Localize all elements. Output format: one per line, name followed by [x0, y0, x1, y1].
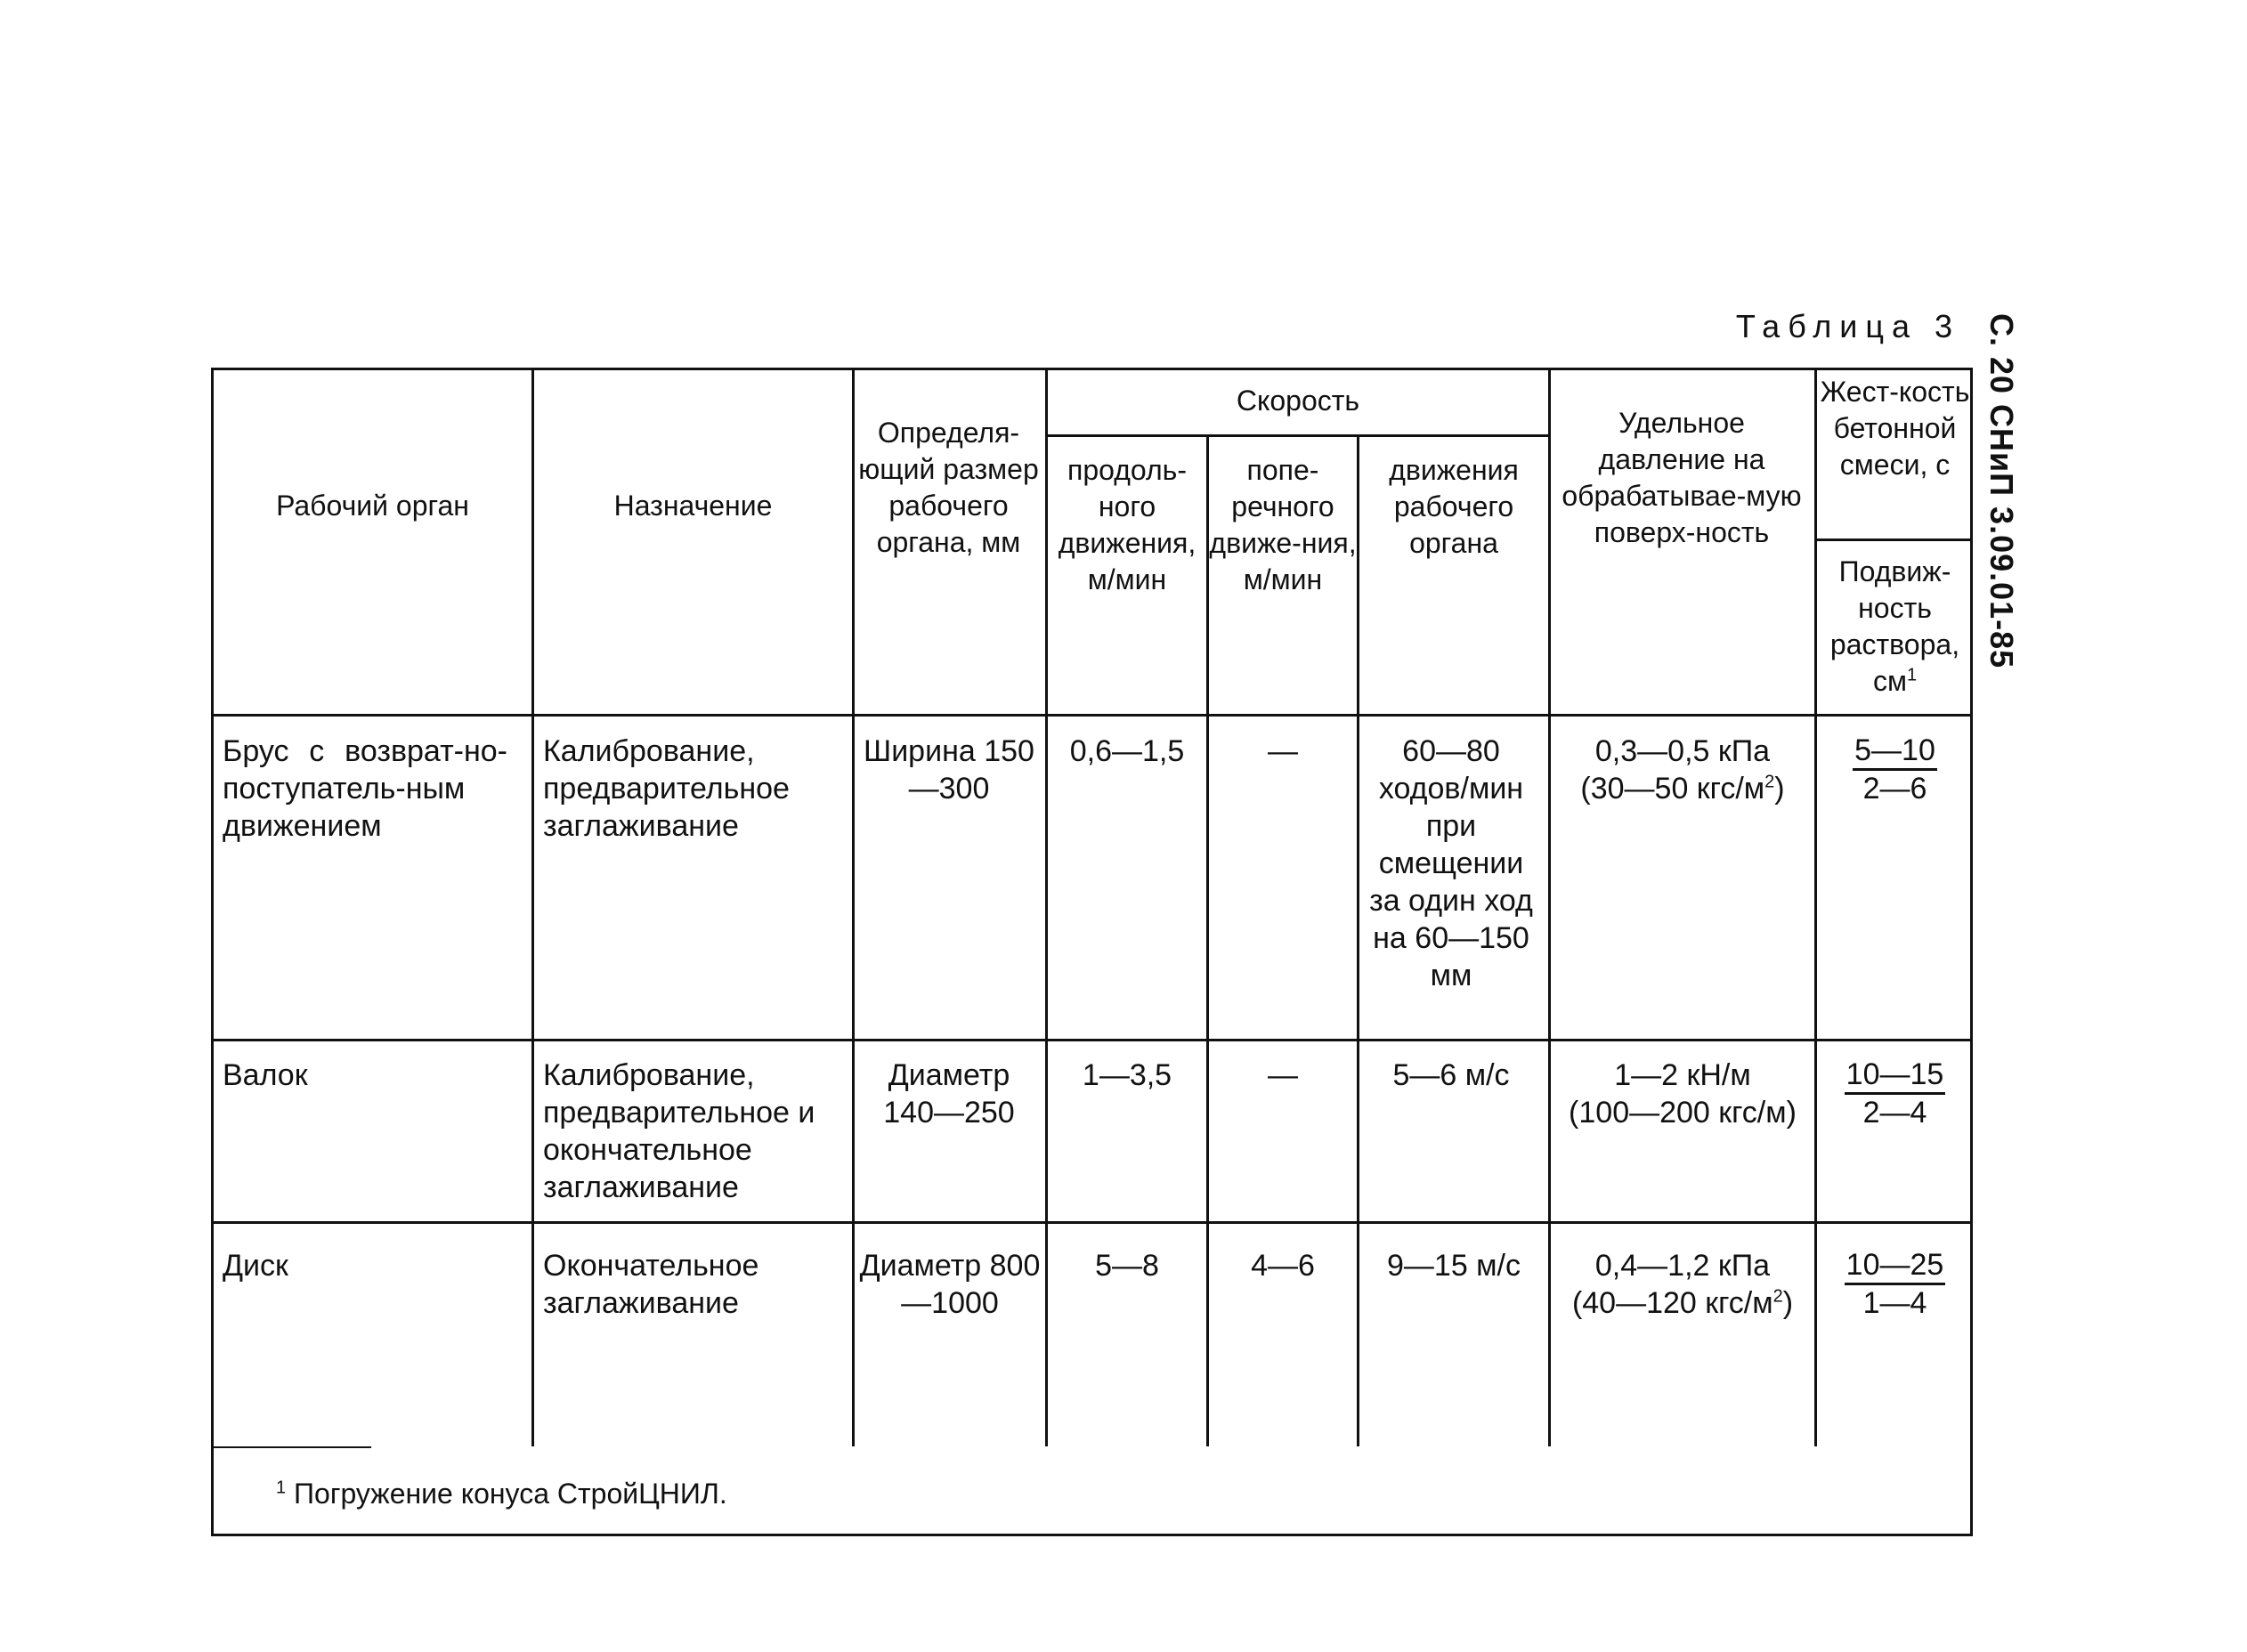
row-sep	[211, 1039, 1973, 1041]
row1-stiffness	[1817, 733, 1973, 807]
row-sep	[1045, 434, 1548, 437]
row3-pressure-value: 0,4—1,2 кПа	[1594, 1249, 1771, 1283]
row1-fraction: $\frac{5—10}{2—6}$	[1854, 733, 1935, 806]
header-mobility	[1817, 554, 1973, 700]
row1-speed-trans: —	[1268, 734, 1298, 768]
footnote-ref: 1	[1906, 665, 1918, 685]
row3-speed-work: 9—15 м/с	[1387, 1249, 1521, 1283]
row3-speed-long: 5—8	[1095, 1249, 1159, 1283]
row3-speed-trans: 4—6	[1251, 1249, 1315, 1283]
row1-speed-work: 60—80 ходов/мин при смещении за один ход на 60—150 мм	[1369, 734, 1533, 992]
row3-size: Диаметр 800—1000	[859, 1249, 1041, 1320]
row-sep	[211, 1221, 1973, 1224]
row1-body: Брус с возврат-но-поступатель-ным движением	[223, 734, 507, 843]
row3-purpose: Окончательное заглаживание	[543, 1249, 759, 1320]
footnote-rule	[211, 1446, 371, 1448]
row2-stiffness	[1817, 1057, 1973, 1131]
footnote	[276, 1478, 727, 1510]
header-mobility-text: Подвиж-ность раствора, см	[1829, 555, 1960, 697]
header-pressure: Удельное давление на обрабатывае-мую поверх-ность	[1562, 407, 1802, 548]
row2-speed-long: 1—3,5	[1082, 1058, 1172, 1092]
header-speed-transverse: попе-речного движе-ния, м/мин	[1209, 454, 1357, 595]
row2-body: Валок	[223, 1058, 308, 1092]
footnote-mark: 1	[276, 1478, 287, 1498]
row1-speed-long: 0,6—1,5	[1069, 734, 1185, 768]
table-caption: Таблица 3	[1735, 308, 1960, 344]
row2-pressure	[1551, 1057, 1814, 1131]
row2-speed-trans: —	[1268, 1058, 1298, 1092]
row3-pressure-alt: (40—120 кгс/$м^2$)	[1571, 1286, 1794, 1320]
header-stiffness: Жест-кость бетонной смеси, с	[1820, 376, 1970, 481]
row1-pressure-value: 0,3—0,5 кПа	[1594, 734, 1771, 768]
header-speed-group: Скорость	[1236, 385, 1360, 417]
row1-size: Ширина 150—300	[864, 734, 1034, 806]
row3-fraction: $\frac{10—25}{1—4}$	[1845, 1248, 1944, 1320]
row2-size: Диаметр 140—250	[883, 1058, 1015, 1130]
row3-body: Диск	[223, 1249, 288, 1283]
row1-pressure-alt: (30—50 кгс/$м^2$)	[1580, 772, 1785, 806]
row1-pressure	[1551, 733, 1814, 807]
page-side-header: С. 20 СНиП 3.09.01-85	[1983, 313, 2020, 669]
row-sep	[1814, 539, 1973, 541]
header-speed-longitudinal: продоль-ного движения, м/мин	[1058, 454, 1197, 595]
header-working-body: Рабочий орган	[276, 490, 469, 522]
header-purpose: Назначение	[613, 490, 773, 522]
row2-fraction: $\frac{10—15}{2—4}$	[1845, 1057, 1944, 1130]
row3-stiffness	[1817, 1247, 1973, 1322]
row2-purpose: Калибрование, предварительное и окончательное заглаживание	[543, 1058, 815, 1204]
footnote-text: Погружение конуса СтройЦНИЛ.	[294, 1478, 727, 1510]
header-speed-working: движения рабочего органа	[1389, 454, 1519, 559]
col-sep	[531, 368, 534, 1446]
header-size: Определя-ющий размер рабочего органа, мм	[858, 417, 1039, 558]
row1-purpose: Калибрование, предварительное заглаживание	[543, 734, 790, 843]
row-sep	[211, 714, 1973, 717]
row2-pressure-alt: (100—200 кгс/м)	[1569, 1096, 1797, 1130]
col-sep	[1357, 434, 1359, 1446]
row2-pressure-value: 1—2 кН/м	[1614, 1058, 1751, 1092]
row3-pressure	[1551, 1247, 1814, 1322]
row2-speed-work: 5—6 м/с	[1392, 1058, 1510, 1092]
